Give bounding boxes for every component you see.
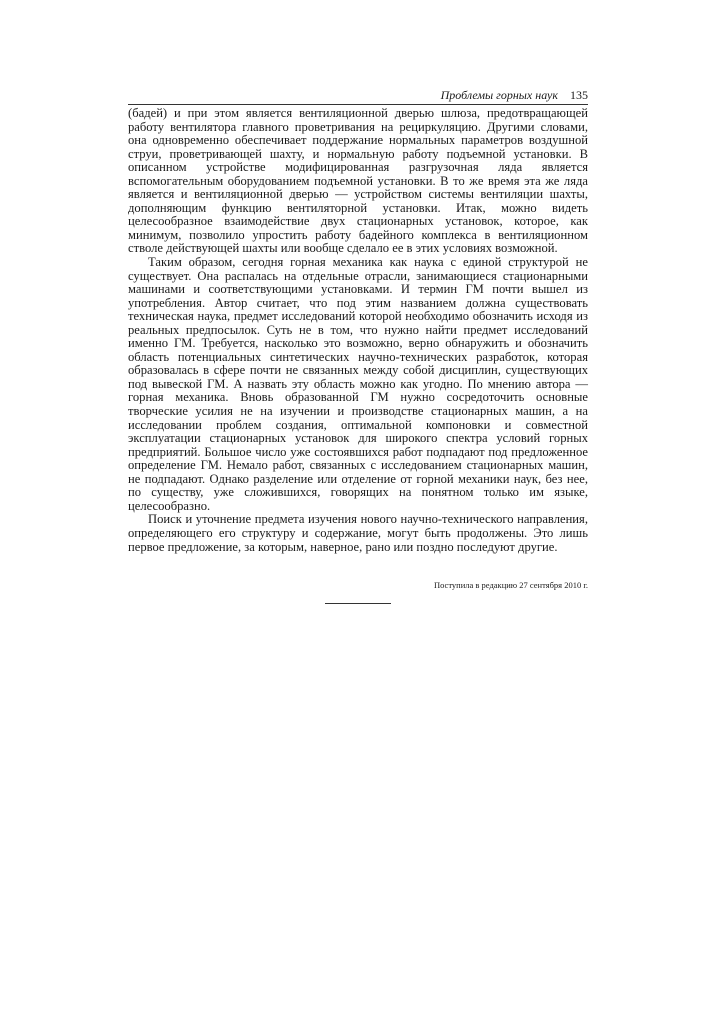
paragraph-continued: (бадей) и при этом является вентиляционной дверью шлюза, предотвращающей работу вентилятора главного проветривания на рециркуляцию. Другими словами, она одновременно обеспечивает поддержание нормальных параметров воздушной струи, проветривающей шахту, и нормальную работу подъемной установки. В описанном устройстве модифицированная разгрузочная ляда является вспомогательным оборудованием подъемной установки. В то же время эта же ляда является и вентиляционной дверью — устройством системы вентиляции шахты, дополняющим функцию вентиляторной установки. Итак, можно видеть целесообразное взаимодействие двух стационарных установок, которое, как минимум, позволило упростить работу бадейного комплекса в вентиляционном стволе действующей шахты или вообще сделало ее в этих условиях возможной. xyxy=(128,106,588,256)
journal-title: Проблемы горных наук xyxy=(440,88,558,102)
received-date-note: Поступила в редакцию 27 сентября 2010 г. xyxy=(433,580,588,590)
page-number: 135 xyxy=(570,88,588,102)
article-body xyxy=(128,107,588,554)
running-head xyxy=(128,88,588,105)
paragraph-conclusion: Таким образом, сегодня горная механика как наука с единой структурой не существует. Она распалась на отдельные отрасли, занимающиеся стационарными машинами и соответствующими установками. И термин ГМ почти вышел из употребления. Автор считает, что под этим названием должна существовать техническая наука, предмет исследований которой необходимо обозначить исходя из реальных предпосылок. Суть не в том, что нужно найти предмет исследований именно ГМ. Требуется, насколько это возможно, верно обнаружить и обозначить область потенциальных синтетических научно-технических разработок, которая образовалась в сфере почти не связанных между собой дисциплин, существующих под вывеской ГМ. А назвать эту область можно как угодно. По мнению автора — горная механика. Вновь образованной ГМ нужно сосредоточить основные творческие усилия не на изучении и производстве стационарных машин, а на исследовании проблем создания, оптимальной компоновки и совместной эксплуатации стационарных установок для широкого спектра условий горных предприятий. Большое число уже состоявшихся работ подпадают под предложенное определение ГМ. Немало работ, связанных с исследованием стационарных машин, не подпадают. Однако разделение или отделение от горной механики наук, без нее, по существу, уже сложившихся, говорящих на понятном только им языке, целесообразно. xyxy=(128,255,588,513)
end-of-article-rule xyxy=(325,603,391,604)
paragraph-final: Поиск и уточнение предмета изучения нового научно-технического направления, определяющего его структуру и содержание, могут быть продолжены. Это лишь первое предложение, за которым, наверное, рано или поздно последуют другие. xyxy=(128,512,588,554)
